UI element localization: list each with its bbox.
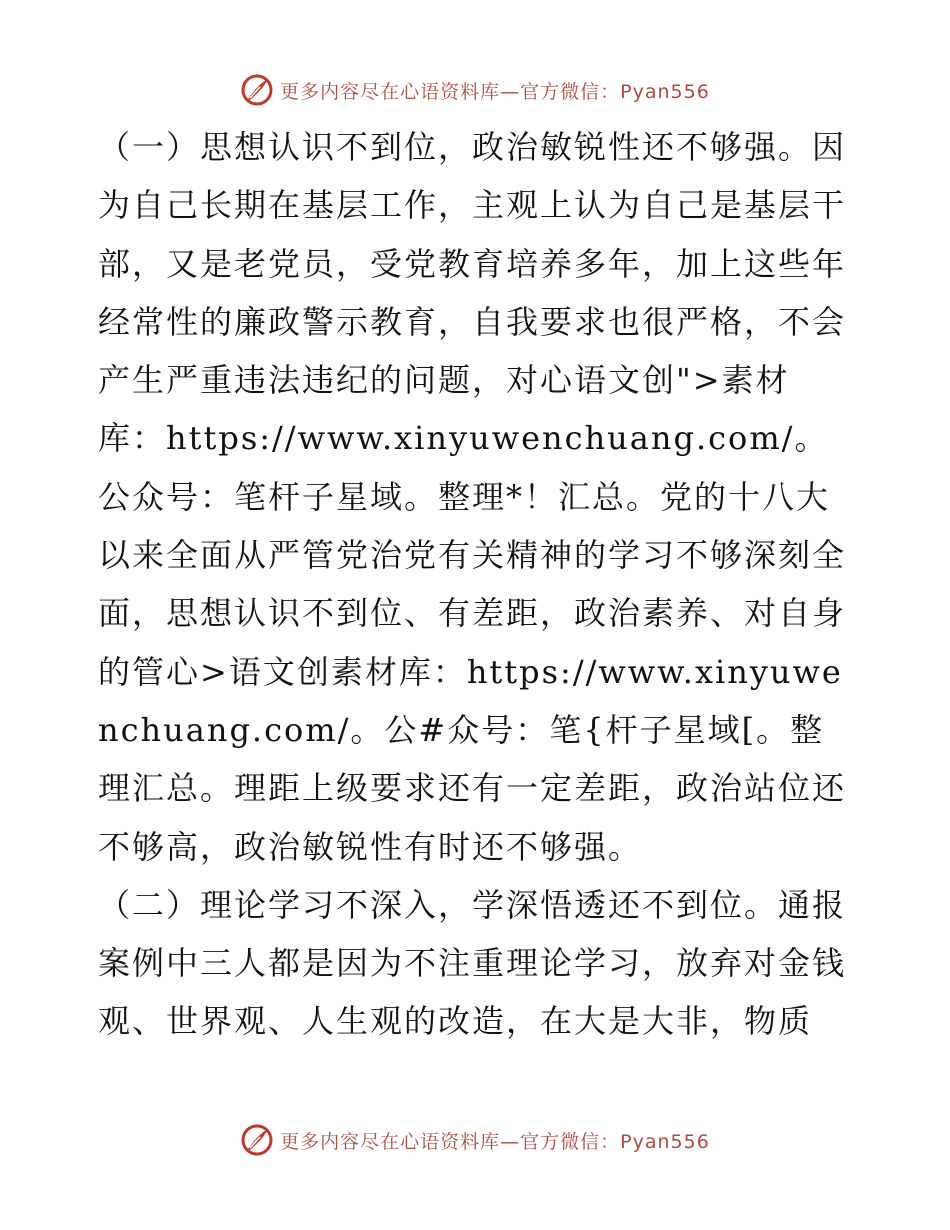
header-banner bbox=[0, 70, 950, 110]
footer-banner bbox=[0, 1120, 950, 1160]
feather-pen-logo-icon bbox=[240, 1123, 274, 1157]
paragraph-1: （一）思想认识不到位，政治敏锐性还不够强。因为自己长期在基层工作，主观上认为自己是基层干部，又是老党员，受党教育培养多年，加上这些年经常性的廉政警示教育，自我要求也很严格，不会产生严重违法违纪的问题，对心语文创">素材库：https://www.xinyuwenchuang.com/。公众号：笔杆子星域。整理*！汇总。党的十八大以来全面从严管党治党有关精神的学习不够深刻全面，思想认识不到位、有差距，政治素养、对自身的管心>语文创素材库：https://www.xinyuwenchuang.com/。公#众号：笔{杆子星域[。整理汇总。理距上级要求还有一定差距，政治站位还不够高，政治敏锐性有时还不够强。 bbox=[98, 128, 847, 866]
footer-banner-text: 更多内容尽在心语资料库—官方微信：Pyan556 bbox=[280, 1130, 710, 1153]
paragraph-2: （二）理论学习不深入，学深悟透还不到位。通报案例中三人都是因为不注重理论学习，放弃对金钱观、世界观、人生观的改造，在大是大非，物质 bbox=[98, 885, 847, 1041]
document-body bbox=[98, 118, 850, 1051]
header-banner-text: 更多内容尽在心语资料库—官方微信：Pyan556 bbox=[280, 80, 710, 103]
feather-pen-logo-icon bbox=[240, 73, 274, 107]
